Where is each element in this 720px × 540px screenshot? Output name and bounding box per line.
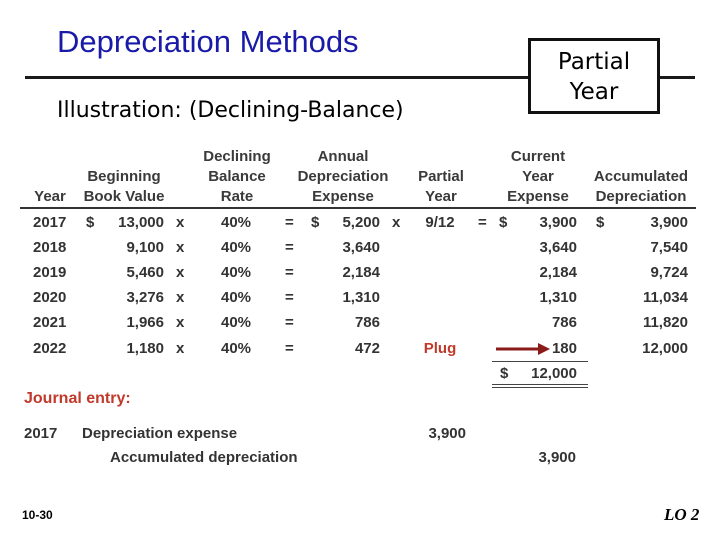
- row-times-sign: x: [176, 340, 185, 357]
- header-annual-depreciation-expense: Annual Depreciation Expense: [297, 148, 389, 205]
- row-accumulated-depreciation: 11,820: [642, 314, 688, 331]
- row-equals-sign: =: [285, 340, 294, 357]
- row-rate: 40%: [220, 289, 252, 306]
- row-year: 2022: [33, 340, 67, 357]
- row-beginning-book-value: 13,000: [118, 214, 164, 231]
- row-annual-expense: 5,200: [342, 214, 380, 231]
- learning-objective: LO 2: [664, 505, 700, 524]
- row-accumulated-depreciation: 9,724: [650, 264, 688, 281]
- row-rate: 40%: [220, 314, 252, 331]
- total-rule-bottom-2: [492, 387, 588, 388]
- journal-year: 2017: [24, 425, 58, 442]
- row-equals-sign-2: =: [478, 214, 487, 231]
- row-rate: 40%: [220, 214, 252, 231]
- row-rate: 40%: [220, 239, 252, 256]
- row-year: 2020: [33, 289, 67, 306]
- row-accumulated-depreciation: 3,900: [650, 214, 688, 231]
- row-accumulated-dollar: $: [596, 214, 605, 231]
- total-dollar-sign: $: [500, 365, 509, 382]
- row-rate: 40%: [220, 264, 252, 281]
- row-current-expense: 3,900: [539, 214, 577, 231]
- journal-credit-amount: 3,900: [538, 449, 576, 466]
- row-beginning-book-value: 1,180: [126, 340, 164, 357]
- header-declining-balance-rate: Declining Balance Rate: [203, 148, 271, 205]
- page-title: Depreciation Methods: [57, 24, 359, 59]
- row-equals-sign: =: [285, 264, 294, 281]
- row-partial-year: 9/12: [425, 214, 455, 231]
- row-times-sign: x: [176, 314, 185, 331]
- row-times-sign-2: x: [392, 214, 401, 231]
- partial-callout-line2: Year: [569, 79, 619, 105]
- partial-year-callout: [528, 38, 660, 114]
- header-partial-year: Partial Year: [418, 168, 464, 205]
- row-times-sign: x: [176, 264, 185, 281]
- row-accumulated-depreciation: 12,000: [642, 340, 688, 357]
- row-times-sign: x: [176, 289, 185, 306]
- journal-debit-account: Depreciation expense: [82, 425, 238, 442]
- header-beginning-book-value: Beginning Book Value: [83, 168, 165, 205]
- row-current-expense: 3,640: [539, 239, 577, 256]
- partial-callout-line1: Partial: [557, 49, 631, 75]
- header-accumulated-depreciation: Accumulated Depreciation: [593, 168, 689, 205]
- row-times-sign: x: [176, 214, 185, 231]
- row-book-value-dollar: $: [86, 214, 95, 231]
- row-beginning-book-value: 9,100: [126, 239, 164, 256]
- row-annual-expense: 1,310: [342, 289, 380, 306]
- row-equals-sign: =: [285, 214, 294, 231]
- row-equals-sign: =: [285, 289, 294, 306]
- row-current-dollar: $: [499, 214, 508, 231]
- row-annual-expense: 472: [354, 340, 380, 357]
- row-year: 2019: [33, 264, 67, 281]
- row-accumulated-depreciation: 7,540: [650, 239, 688, 256]
- row-beginning-book-value: 5,460: [126, 264, 164, 281]
- journal-entry-title: Journal entry:: [24, 390, 131, 407]
- row-annual-expense: 786: [354, 314, 380, 331]
- row-current-expense: 786: [551, 314, 577, 331]
- arrow-right-icon: [494, 342, 552, 356]
- row-year: 2017: [33, 214, 67, 231]
- header-year: Year: [34, 188, 66, 205]
- row-annual-expense: 2,184: [342, 264, 380, 281]
- row-beginning-book-value: 1,966: [126, 314, 164, 331]
- row-annual-dollar: $: [311, 214, 320, 231]
- row-current-expense: 180: [551, 340, 577, 357]
- row-current-expense: 2,184: [539, 264, 577, 281]
- total-current-expense: 12,000: [531, 365, 577, 382]
- row-accumulated-depreciation: 11,034: [642, 289, 688, 306]
- total-rule-bottom-1: [492, 384, 588, 385]
- header-current-year-expense: Current Year Expense: [507, 148, 569, 205]
- row-year: 2021: [33, 314, 67, 331]
- row-beginning-book-value: 3,276: [126, 289, 164, 306]
- row-year: 2018: [33, 239, 67, 256]
- row-equals-sign: =: [285, 314, 294, 331]
- header-divider: [20, 207, 696, 209]
- journal-credit-account: Accumulated depreciation: [110, 449, 298, 466]
- row-times-sign: x: [176, 239, 185, 256]
- journal-debit-amount: 3,900: [428, 425, 466, 442]
- row-equals-sign: =: [285, 239, 294, 256]
- page-number: 10-30: [22, 508, 53, 522]
- row-current-expense: 1,310: [539, 289, 577, 306]
- subtitle: Illustration: (Declining-Balance): [57, 98, 404, 123]
- row-annual-expense: 3,640: [342, 239, 380, 256]
- row-partial-year: Plug: [423, 340, 457, 357]
- row-rate: 40%: [220, 340, 252, 357]
- total-rule-top: [492, 361, 588, 362]
